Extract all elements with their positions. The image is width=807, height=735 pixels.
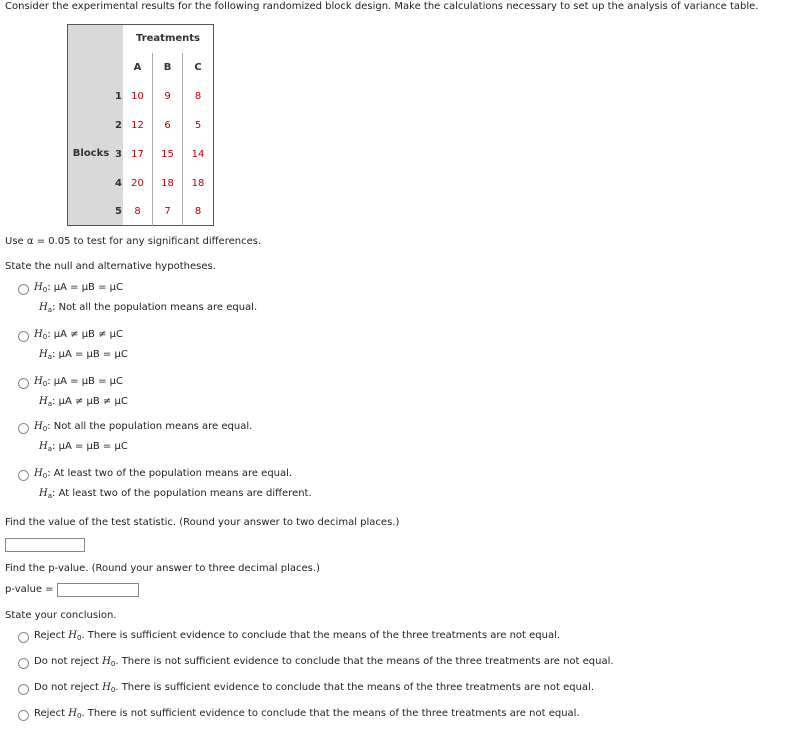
hypothesis-radio-3[interactable] [18,378,29,389]
treatments-header: Treatments [135,33,201,45]
table-cell: 9 [153,82,183,111]
table-cell: 5 [183,111,214,140]
ha-text: : μA = μB = μC [52,441,128,452]
hypothesis-radio-5[interactable] [18,470,29,481]
ha-text: : Not all the population means are equal. [52,302,258,313]
table-cell: 7 [153,198,183,226]
table-cell: 8 [183,198,214,226]
block-number: 3 [114,140,123,169]
question-intro: Consider the experimental results for the following randomized block design. Make the calculations necessary to set up the analysis of variance table. [5,1,759,12]
pvalue-prompt: Find the p-value. (Round your answer to three decimal places.) [5,563,320,574]
column-header: C [183,53,214,82]
hypothesis-radio-4[interactable] [18,423,29,434]
hypothesis-option-1-ha: $H_a$: Not all the population means are equal. [39,302,258,314]
block-number: 4 [114,169,123,198]
conclusion-text: . There is sufficient evidence to conclude that the means of the three treatments are not equal. [115,682,595,693]
conclusion-action: Do not reject [34,682,99,693]
hypothesis-option-2-h0: $H_0$: μA ≠ μB ≠ μC [34,329,123,341]
hypothesis-option-4-ha: $H_a$: μA = μB = μC [39,441,128,453]
h0-text: : μA = μB = μC [47,376,123,387]
table-corner [68,25,124,53]
conclusion-action: Reject [34,630,66,641]
hypothesis-option-5-h0: $H_0$: At least two of the population means are equal. [34,468,293,480]
conclusion-text: . There is not sufficient evidence to conclude that the means of the three treatments are not equal. [81,708,580,719]
pvalue-label: p-value = [5,584,54,595]
table-cell: 18 [153,169,183,198]
ha-text: : At least two of the population means are different. [52,488,312,499]
table-corner-lower [68,53,124,82]
hypothesis-option-1-h0: $H_0$: μA = μB = μC [34,282,123,294]
hypotheses-prompt: State the null and alternative hypotheses. [5,261,216,272]
h0-text: : μA ≠ μB ≠ μC [47,329,123,340]
table-cell: 17 [131,148,144,160]
conclusion-option-1: Reject $H_0$. There is sufficient evidence to conclude that the means of the three treatments are not equal. [34,630,561,642]
hypothesis-option-4-h0: $H_0$: Not all the population means are equal. [34,421,253,433]
table-cell: 18 [183,169,214,198]
ha-text: : μA ≠ μB ≠ μC [52,396,128,407]
conclusion-text: . There is sufficient evidence to conclude that the means of the three treatments are not equal. [81,630,561,641]
test-stat-prompt: Find the value of the test statistic. (Round your answer to two decimal places.) [5,517,400,528]
conclusion-option-4: Reject $H_0$. There is not sufficient evidence to conclude that the means of the three treatments are not equal. [34,708,580,720]
table-cell: 15 [153,140,183,169]
h0-text: : Not all the population means are equal. [47,421,253,432]
conclusion-radio-3[interactable] [18,684,29,695]
alpha-text: Use α = 0.05 to test for any significant differences. [5,236,262,247]
conclusion-action: Do not reject [34,656,99,667]
ha-text: : μA = μB = μC [52,349,128,360]
column-header: B [153,53,183,82]
conclusion-radio-4[interactable] [18,710,29,721]
test-statistic-input[interactable] [5,538,85,552]
table-cell: 20 [131,177,144,189]
conclusion-text: . There is not sufficient evidence to conclude that the means of the three treatments are not equal. [115,656,614,667]
block-number: 2 [114,111,123,140]
hypothesis-radio-1[interactable] [18,284,29,295]
conclusion-prompt: State your conclusion. [5,610,117,621]
hypothesis-option-2-ha: $H_a$: μA = μB = μC [39,349,128,361]
table-cell: 10 [131,90,144,102]
h0-text: : At least two of the population means are equal. [47,468,293,479]
hypothesis-option-3-ha: $H_a$: μA ≠ μB ≠ μC [39,396,128,408]
conclusion-radio-1[interactable] [18,632,29,643]
table-cell: 14 [183,140,214,169]
table-cell: 12 [131,119,144,131]
block-number: 5 [114,198,123,226]
hypothesis-option-5-ha: $H_a$: At least two of the population means are different. [39,488,312,500]
conclusion-option-2: Do not reject $H_0$. There is not sufficient evidence to conclude that the means of the three treatments are not equal. [34,656,614,668]
block-number: 1 [114,82,123,111]
conclusion-action: Reject [34,708,66,719]
table-cell: 6 [153,111,183,140]
hypothesis-radio-2[interactable] [18,331,29,342]
conclusion-radio-2[interactable] [18,658,29,669]
hypothesis-option-3-h0: $H_0$: μA = μB = μC [34,376,123,388]
h0-text: : μA = μB = μC [47,282,123,293]
conclusion-option-3: Do not reject $H_0$. There is sufficient evidence to conclude that the means of the three treatments are not equal. [34,682,595,694]
p-value-input[interactable] [57,583,139,597]
column-header: A [133,61,142,73]
block-design-table [67,24,214,226]
table-cell: 8 [183,82,214,111]
table-cell: 8 [134,205,141,217]
blocks-label: Blocks [68,82,115,226]
